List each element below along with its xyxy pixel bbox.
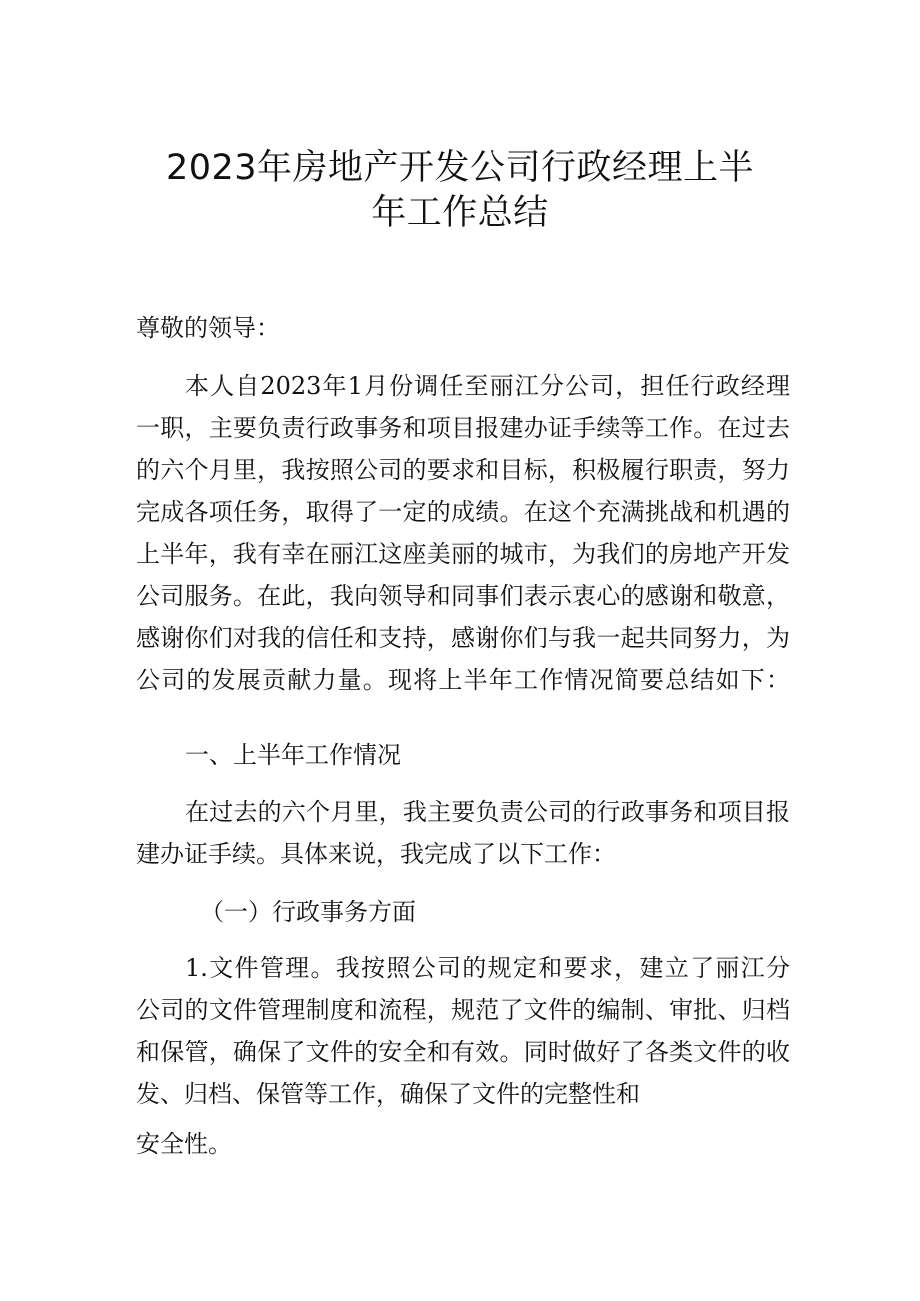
paragraph-line: 的六个月里，我按照公司的要求和目标，积极履行职责，努力 (136, 456, 790, 484)
title-line: 2023年房地产开发公司行政经理上半 (165, 148, 755, 188)
paragraph-line: 建办证手续。具体来说，我完成了以下工作： (136, 840, 616, 868)
paragraph-line: 安全性。 (136, 1130, 232, 1158)
document-title (0, 146, 920, 236)
paragraph-line: 完成各项任务，取得了一定的成绩。在这个充满挑战和机遇的 (136, 498, 790, 526)
section-heading-text: 一、上半年工作情况 (185, 741, 401, 769)
intro-paragraph (136, 365, 790, 701)
paragraph-line: 公司的发展贡献力量。现将上半年工作情况简要总结如下： (136, 666, 790, 694)
salutation (136, 307, 790, 349)
paragraph-line: 上半年，我有幸在丽江这座美丽的城市，为我们的房地产开发 (136, 540, 790, 568)
title-line: 年工作总结 (371, 193, 549, 233)
subsection-paragraph (136, 947, 790, 1165)
subsection-heading (136, 891, 790, 933)
section-heading (136, 734, 790, 776)
paragraph-line: 在过去的六个月里，我主要负责公司的行政事务和项目报 (185, 798, 790, 826)
paragraph-line: 公司服务。在此，我向领导和同事们表示衷心的感谢和敬意， (136, 582, 790, 610)
paragraph-line: 感谢你们对我的信任和支持，感谢你们与我一起共同努力，为 (136, 624, 790, 652)
salutation-text: 尊敬的领导： (136, 314, 280, 342)
paragraph-line: 一职，主要负责行政事务和项目报建办证手续等工作。在过去 (136, 414, 790, 442)
paragraph-line: 本人自2023年1月份调任至丽江分公司，担任行政经理 (185, 372, 790, 400)
paragraph-line: 和保管，确保了文件的安全和有效。同时做好了各类文件的收 (136, 1038, 790, 1066)
subsection-heading-text: （一）行政事务方面 (200, 898, 416, 926)
section-paragraph (136, 791, 790, 875)
paragraph-line: 发、归档、保管等工作，确保了文件的完整性和 (136, 1080, 640, 1108)
paragraph-line: 公司的文件管理制度和流程，规范了文件的编制、审批、归档 (136, 996, 790, 1024)
paragraph-line: 1.文件管理。我按照公司的规定和要求，建立了丽江分 (185, 954, 790, 982)
